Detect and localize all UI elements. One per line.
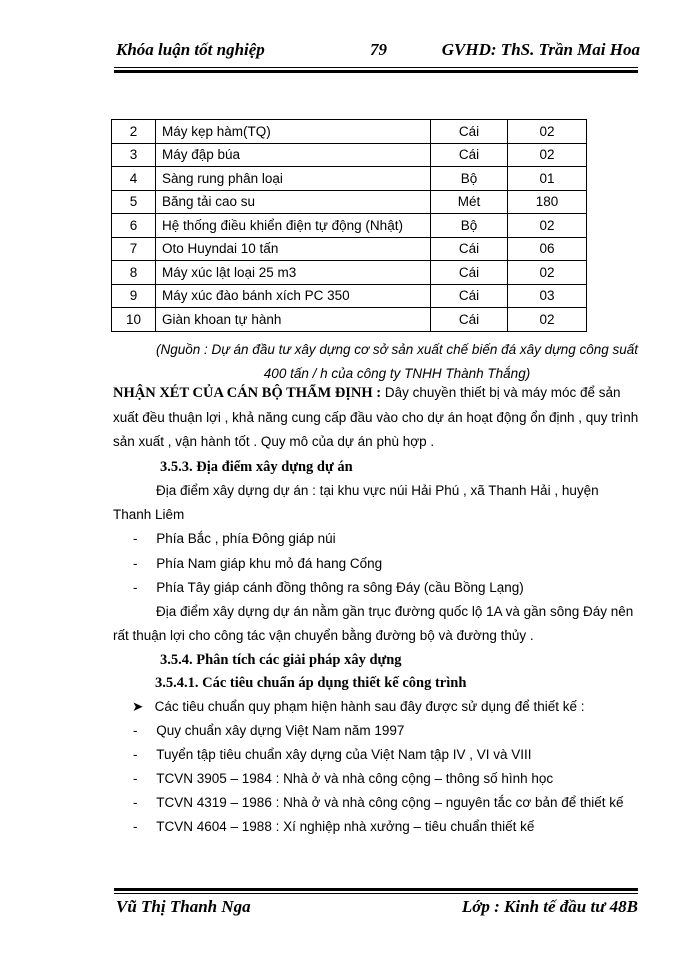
quantity-cell: 03 bbox=[508, 284, 587, 308]
remark-line3: sản xuất , vận hành tốt . Quy mô của dự án phù hợp . bbox=[113, 434, 435, 449]
quantity-cell: 01 bbox=[508, 167, 587, 191]
row-number-cell: 5 bbox=[112, 190, 156, 214]
list-item: - TCVN 4604 – 1988 : Xí nghiệp nhà xưởng – tiêu chuẩn thiết kế bbox=[133, 819, 535, 834]
list-item-text: Các tiêu chuẩn quy phạm hiện hành sau đây được sử dụng để thiết kế : bbox=[154, 699, 585, 714]
equipment-name-cell: Giàn khoan tự hành bbox=[156, 308, 431, 332]
list-item: - Phía Nam giáp khu mỏ đá hang Cống bbox=[133, 556, 383, 571]
footer-author: Vũ Thị Thanh Nga bbox=[116, 897, 251, 916]
table-row bbox=[112, 308, 587, 332]
list-item: - TCVN 4319 – 1986 : Nhà ở và nhà công cộng – nguyên tắc cơ bản để thiết kế bbox=[133, 795, 624, 810]
row-number-cell: 8 bbox=[112, 261, 156, 285]
quantity-cell: 02 bbox=[508, 308, 587, 332]
list-item-text: Tuyển tập tiêu chuẩn xây dựng của Việt Nam tập IV , VI và VIII bbox=[156, 747, 532, 762]
equipment-name-cell: Máy kẹp hàm(TQ) bbox=[156, 120, 431, 144]
equipment-table bbox=[111, 119, 587, 332]
equipment-name-cell: Máy đập búa bbox=[156, 143, 431, 167]
table-row bbox=[112, 190, 587, 214]
list-item: - Tuyển tập tiêu chuẩn xây dựng của Việt Nam tập IV , VI và VIII bbox=[133, 747, 532, 762]
list-item: - TCVN 3905 – 1984 : Nhà ở và nhà công cộng – thông số hình học bbox=[133, 771, 554, 786]
row-number-cell: 10 bbox=[112, 308, 156, 332]
table-row bbox=[112, 261, 587, 285]
row-number-cell: 3 bbox=[112, 143, 156, 167]
quantity-cell: 02 bbox=[508, 261, 587, 285]
table-row bbox=[112, 143, 587, 167]
equipment-name-cell: Hệ thống điều khiển điện tự động (Nhật) bbox=[156, 214, 431, 238]
section-353-line2: Thanh Liêm bbox=[113, 507, 185, 522]
equipment-name-cell: Oto Huyndai 10 tấn bbox=[156, 237, 431, 261]
quantity-cell: 180 bbox=[508, 190, 587, 214]
quantity-cell: 02 bbox=[508, 143, 587, 167]
header-title: Khóa luận tốt nghiệp bbox=[116, 40, 265, 59]
unit-cell: Cái bbox=[431, 143, 508, 167]
list-item: - Quy chuẩn xây dựng Việt Nam năm 1997 bbox=[133, 723, 405, 738]
footer-class: Lớp : Kinh tế đầu tư 48B bbox=[461, 897, 638, 916]
quantity-cell: 02 bbox=[508, 214, 587, 238]
section-354-title: 3.5.4. Phân tích các giải pháp xây dựng bbox=[160, 652, 402, 668]
section-353-line1: Địa điểm xây dựng dự án : tại khu vực núi Hải Phú , xã Thanh Hải , huyện bbox=[156, 483, 599, 498]
list-item-text: Phía Nam giáp khu mỏ đá hang Cống bbox=[156, 556, 383, 571]
header-rule-thick bbox=[114, 70, 638, 73]
list-item-text: Quy chuẩn xây dựng Việt Nam năm 1997 bbox=[156, 723, 405, 738]
equipment-name-cell: Băng tải cao su bbox=[156, 190, 431, 214]
source-note-line1: (Nguồn : Dự án đầu tư xây dựng cơ sở sản xuất chế biến đá xây dựng công suất bbox=[155, 342, 639, 357]
section-353-para2: rất thuận lợi cho công tác vận chuyển bằng đường bộ và đường thủy . bbox=[113, 628, 534, 643]
unit-cell: Cái bbox=[431, 120, 508, 144]
footer-rule bbox=[114, 893, 638, 894]
unit-cell: Cái bbox=[431, 284, 508, 308]
page-header bbox=[116, 40, 640, 64]
unit-cell: Cái bbox=[431, 261, 508, 285]
row-number-cell: 9 bbox=[112, 284, 156, 308]
unit-cell: Cái bbox=[431, 308, 508, 332]
row-number-cell: 2 bbox=[112, 120, 156, 144]
equipment-name-cell: Sàng rung phân loại bbox=[156, 167, 431, 191]
quantity-cell: 06 bbox=[508, 237, 587, 261]
list-item-text: Phía Bắc , phía Đông giáp núi bbox=[156, 531, 336, 546]
list-item-text: TCVN 4319 – 1986 : Nhà ở và nhà công cộng – nguyên tắc cơ bản để thiết kế bbox=[156, 795, 624, 810]
header-supervisor: GVHD: ThS. Trần Mai Hoa bbox=[441, 40, 640, 59]
equipment-name-cell: Máy xúc lật loại 25 m3 bbox=[156, 261, 431, 285]
unit-cell: Bộ bbox=[431, 214, 508, 238]
table-row bbox=[112, 214, 587, 238]
source-note-line2: 400 tấn / h của công ty TNHH Thành Thắng) bbox=[263, 366, 531, 381]
section-353-title: 3.5.3. Địa điểm xây dựng dự án bbox=[160, 459, 353, 475]
row-number-cell: 7 bbox=[112, 237, 156, 261]
list-item: - Phía Bắc , phía Đông giáp núi bbox=[133, 531, 336, 546]
table-row bbox=[112, 284, 587, 308]
footer-rule-thick bbox=[114, 888, 638, 891]
unit-cell: Mét bbox=[431, 190, 508, 214]
row-number-cell: 4 bbox=[112, 167, 156, 191]
section-3541-title: 3.5.4.1. Các tiêu chuẩn áp dụng thiết kế công trình bbox=[155, 675, 467, 691]
page-number: 79 bbox=[370, 40, 387, 59]
remark-text-1: Dây chuyền thiết bị và máy móc để sản bbox=[384, 385, 621, 400]
remark-line2: xuất đều thuận lợi , khả năng cung cấp đầu vào cho dự án hoạt động ổn định , quy trình bbox=[113, 410, 639, 425]
list-item-text: TCVN 4604 – 1988 : Xí nghiệp nhà xưởng – tiêu chuẩn thiết kế bbox=[156, 819, 535, 834]
header-rule bbox=[114, 67, 638, 68]
quantity-cell: 02 bbox=[508, 120, 587, 144]
list-item-text: TCVN 3905 – 1984 : Nhà ở và nhà công cộng – thông số hình học bbox=[156, 771, 554, 786]
list-item-text: Phía Tây giáp cánh đồng thông ra sông Đáy (cầu Bồng Lạng) bbox=[156, 580, 524, 595]
table-row bbox=[112, 120, 587, 144]
list-item: - Phía Tây giáp cánh đồng thông ra sông Đáy (cầu Bồng Lạng) bbox=[133, 580, 524, 595]
section-353-para1: Địa điểm xây dựng dự án nằm gần trục đường quốc lộ 1A và gần sông Đáy nên bbox=[156, 604, 634, 619]
equipment-name-cell: Máy xúc đào bánh xích PC 350 bbox=[156, 284, 431, 308]
unit-cell: Cái bbox=[431, 237, 508, 261]
arrow-list-item bbox=[132, 699, 585, 715]
remark-line1 bbox=[113, 385, 621, 402]
unit-cell: Bộ bbox=[431, 167, 508, 191]
row-number-cell: 6 bbox=[112, 214, 156, 238]
arrow-bullet-icon: ➤ bbox=[132, 699, 144, 714]
table-row bbox=[112, 237, 587, 261]
remark-label: NHẬN XÉT CỦA CÁN BỘ THẨM ĐỊNH : bbox=[113, 385, 382, 401]
table-row bbox=[112, 167, 587, 191]
